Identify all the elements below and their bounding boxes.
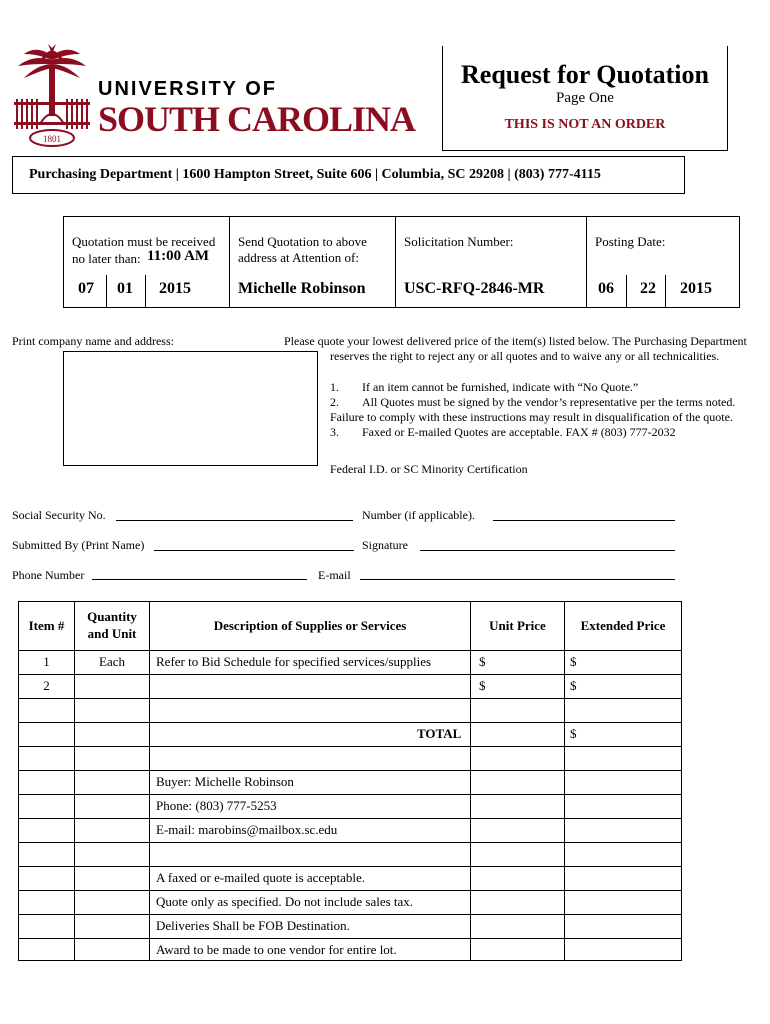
company-address-box[interactable] bbox=[63, 351, 318, 466]
page-title: Request for Quotation bbox=[461, 60, 709, 89]
page-number: Page One bbox=[556, 90, 614, 106]
header-quantity: Quantity bbox=[87, 609, 137, 624]
buyer-email: E-mail: marobins@mailbox.sc.edu bbox=[156, 822, 338, 837]
row2-item: 2 bbox=[43, 678, 50, 693]
header-unit-price: Unit Price bbox=[489, 618, 546, 633]
instruction-failure: Failure to comply with these instructions may result in disqualification of the quote. bbox=[330, 410, 733, 424]
posting-label: Posting Date: bbox=[595, 234, 666, 249]
row1-unit-price[interactable]: $ bbox=[479, 654, 486, 669]
solicitation-label: Solicitation Number: bbox=[404, 234, 514, 249]
logo-university-of: UNIVERSITY OF bbox=[98, 78, 277, 100]
ssn-label: Social Security No. bbox=[12, 508, 106, 522]
instruction-1: If an item cannot be furnished, indicate with “No Quote.” bbox=[362, 380, 639, 394]
total-label: TOTAL bbox=[417, 726, 462, 741]
title-box bbox=[442, 46, 728, 151]
seal-year: 1801 bbox=[43, 134, 61, 144]
note-faxed: A faxed or e-mailed quote is acceptable. bbox=[156, 870, 365, 885]
email-field[interactable] bbox=[360, 579, 675, 580]
usc-logo bbox=[12, 44, 416, 154]
palmetto-tree-icon bbox=[12, 44, 92, 149]
due-year: 2015 bbox=[159, 280, 191, 297]
not-order-notice: THIS IS NOT AN ORDER bbox=[504, 117, 666, 132]
submitted-by-field[interactable] bbox=[154, 550, 354, 551]
company-label: Print company name and address: bbox=[12, 334, 174, 348]
phone-label: Phone Number bbox=[12, 568, 85, 582]
send-label: Send Quotation to above bbox=[238, 234, 367, 249]
info-box bbox=[63, 216, 740, 308]
note-sales-tax: Quote only as specified. Do not include sales tax. bbox=[156, 894, 414, 909]
number-label: Number (if applicable). bbox=[362, 508, 475, 522]
row2-unit-price[interactable]: $ bbox=[479, 678, 486, 693]
phone-field[interactable] bbox=[92, 579, 307, 580]
send-label-2: address at Attention of: bbox=[238, 250, 359, 265]
dept-line: Purchasing Department | 1600 Hampton Street, Suite 606 | Columbia, SC 29208 | (803) 777-4115 bbox=[29, 167, 601, 182]
federal-id-label: Federal I.D. or SC Minority Certification bbox=[330, 462, 528, 476]
instruction-3-num: 3. bbox=[330, 425, 339, 439]
row2-ext-price[interactable]: $ bbox=[570, 678, 577, 693]
attention-name: Michelle Robinson bbox=[238, 280, 366, 297]
instructions-intro: Please quote your lowest delivered price of the item(s) listed below. The Purchasing Department bbox=[284, 334, 747, 348]
signature-field[interactable] bbox=[420, 550, 675, 551]
header-item: Item # bbox=[28, 618, 65, 633]
post-month: 06 bbox=[598, 280, 614, 297]
note-award: Award to be made to one vendor for entire lot. bbox=[156, 942, 397, 957]
instruction-2-num: 2. bbox=[330, 395, 339, 409]
row1-description: Refer to Bid Schedule for specified services/supplies bbox=[156, 654, 432, 669]
due-day: 01 bbox=[117, 280, 133, 297]
signature-label: Signature bbox=[362, 538, 408, 552]
solicitation-number: USC-RFQ-2846-MR bbox=[404, 280, 545, 297]
instruction-3: Faxed or E-mailed Quotes are acceptable. FAX # (803) 777-2032 bbox=[362, 425, 676, 439]
dept-banner bbox=[12, 156, 685, 194]
received-label: Quotation must be received bbox=[72, 234, 216, 249]
post-year: 2015 bbox=[680, 280, 712, 297]
received-label-2: no later than: bbox=[72, 251, 141, 266]
post-day: 22 bbox=[640, 280, 656, 297]
ssn-field[interactable] bbox=[116, 520, 353, 521]
instructions-intro-2: reserves the right to reject any or all quotes and to waive any or all technicalities. bbox=[330, 349, 720, 363]
logo-south-carolina: SOUTH CAROLINA bbox=[98, 99, 416, 139]
instruction-1-num: 1. bbox=[330, 380, 339, 394]
items-table bbox=[18, 601, 682, 961]
federal-id-field[interactable] bbox=[493, 520, 675, 521]
total-ext-price[interactable]: $ bbox=[570, 726, 577, 741]
header-extended-price: Extended Price bbox=[580, 618, 666, 633]
header-unit: and Unit bbox=[87, 626, 137, 641]
row1-qty: Each bbox=[99, 654, 125, 669]
note-fob: Deliveries Shall be FOB Destination. bbox=[156, 918, 350, 933]
email-label: E-mail bbox=[318, 568, 351, 582]
buyer-name: Buyer: Michelle Robinson bbox=[156, 774, 294, 789]
row1-item: 1 bbox=[43, 654, 50, 669]
due-month: 07 bbox=[78, 280, 94, 297]
row1-ext-price[interactable]: $ bbox=[570, 654, 577, 669]
buyer-phone: Phone: (803) 777-5253 bbox=[156, 798, 277, 813]
instruction-2: All Quotes must be signed by the vendor’s representative per the terms noted. bbox=[362, 395, 736, 409]
submitted-by-label: Submitted By (Print Name) bbox=[12, 538, 145, 552]
header-description: Description of Supplies or Services bbox=[213, 618, 407, 633]
received-time: 11:00 AM bbox=[147, 248, 210, 264]
